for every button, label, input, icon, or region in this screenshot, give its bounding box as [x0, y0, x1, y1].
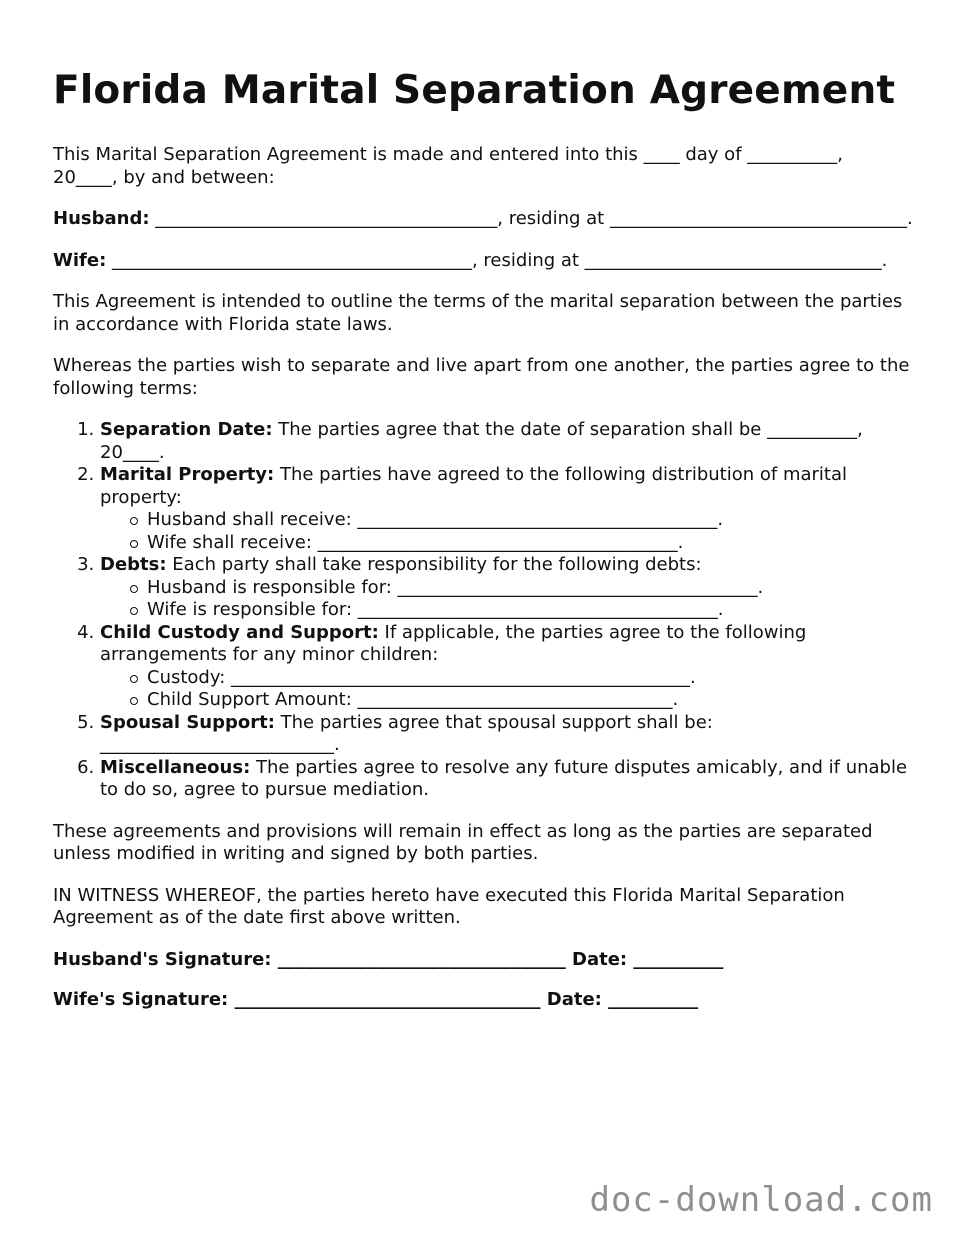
purpose-paragraph: This Agreement is intended to outline the terms of the marital separation between the parties in accordance with Florida state laws.	[53, 291, 903, 335]
witness-paragraph: IN WITNESS WHEREOF, the parties hereto have executed this Florida Marital Separation Agreement as of the date first above written.	[53, 884, 845, 928]
document-title: Florida Marital Separation Agreement	[53, 68, 896, 113]
document-page	[53, 68, 913, 1030]
husband-party-line	[53, 208, 913, 231]
term-label: Spousal Support:	[100, 711, 275, 733]
term-label: Separation Date:	[100, 419, 273, 440]
term-label: Child Custody and Support:	[100, 621, 379, 643]
terms-list	[53, 419, 913, 802]
wife-party-line	[53, 250, 913, 273]
term-child-custody	[100, 622, 913, 712]
custody-sub-list	[100, 667, 913, 712]
term-text: The parties agree that the date of separation shall be __________, 20____.	[100, 419, 863, 463]
list-item: Wife shall receive: ________________________________________.	[147, 532, 913, 555]
term-label: Miscellaneous:	[100, 756, 251, 778]
list-item: Wife is responsible for: ________________________________________.	[147, 599, 913, 622]
term-label: Debts:	[100, 554, 167, 575]
term-marital-property	[100, 464, 913, 554]
term-text: Each party shall take responsibility for the following debts:	[166, 554, 702, 575]
list-item: Child Support Amount: ___________________________________.	[147, 689, 913, 712]
wife-blank-text: ________________________________________, residing at _________________________________.	[106, 249, 888, 271]
term-text: The parties agree that spousal support shall be: __________________________.	[100, 711, 713, 755]
list-item: Custody: ___________________________________________________.	[147, 667, 913, 690]
list-item: Husband shall receive: ________________________________________.	[147, 509, 913, 532]
whereas-paragraph: Whereas the parties wish to separate and live apart from one another, the parties agree to the following terms:	[53, 355, 910, 399]
property-sub-list	[100, 509, 913, 554]
term-text: The parties have agreed to the following distribution of marital property:	[100, 464, 848, 508]
husband-blank-text: ______________________________________, residing at _________________________________.	[149, 208, 913, 229]
term-miscellaneous	[100, 757, 913, 802]
term-separation-date	[100, 419, 913, 464]
debts-sub-list	[100, 577, 913, 622]
list-item: Husband is responsible for: ________________________________________.	[147, 577, 913, 600]
provisions-paragraph: These agreements and provisions will remain in effect as long as the parties are separated unless modified in writing and signed by both parties.	[53, 820, 873, 864]
term-spousal-support	[100, 712, 913, 757]
husband-label: Husband:	[53, 208, 150, 229]
intro-paragraph: This Marital Separation Agreement is made and entered into this ____ day of __________, 20____, by and between:	[53, 144, 843, 188]
watermark: doc-download.com	[589, 1180, 933, 1220]
term-debts	[100, 554, 913, 622]
wife-label: Wife:	[53, 249, 107, 271]
term-text: If applicable, the parties agree to the following arrangements for any minor children:	[100, 621, 807, 665]
husband-signature-line: Husband's Signature: ________________________________ Date: __________	[53, 948, 724, 970]
term-label: Marital Property:	[100, 464, 275, 485]
term-text: The parties agree to resolve any future disputes amicably, and if unable to do so, agree to pursue mediation.	[100, 756, 908, 800]
wife-signature-line: Wife's Signature: __________________________________ Date: __________	[53, 989, 699, 1010]
